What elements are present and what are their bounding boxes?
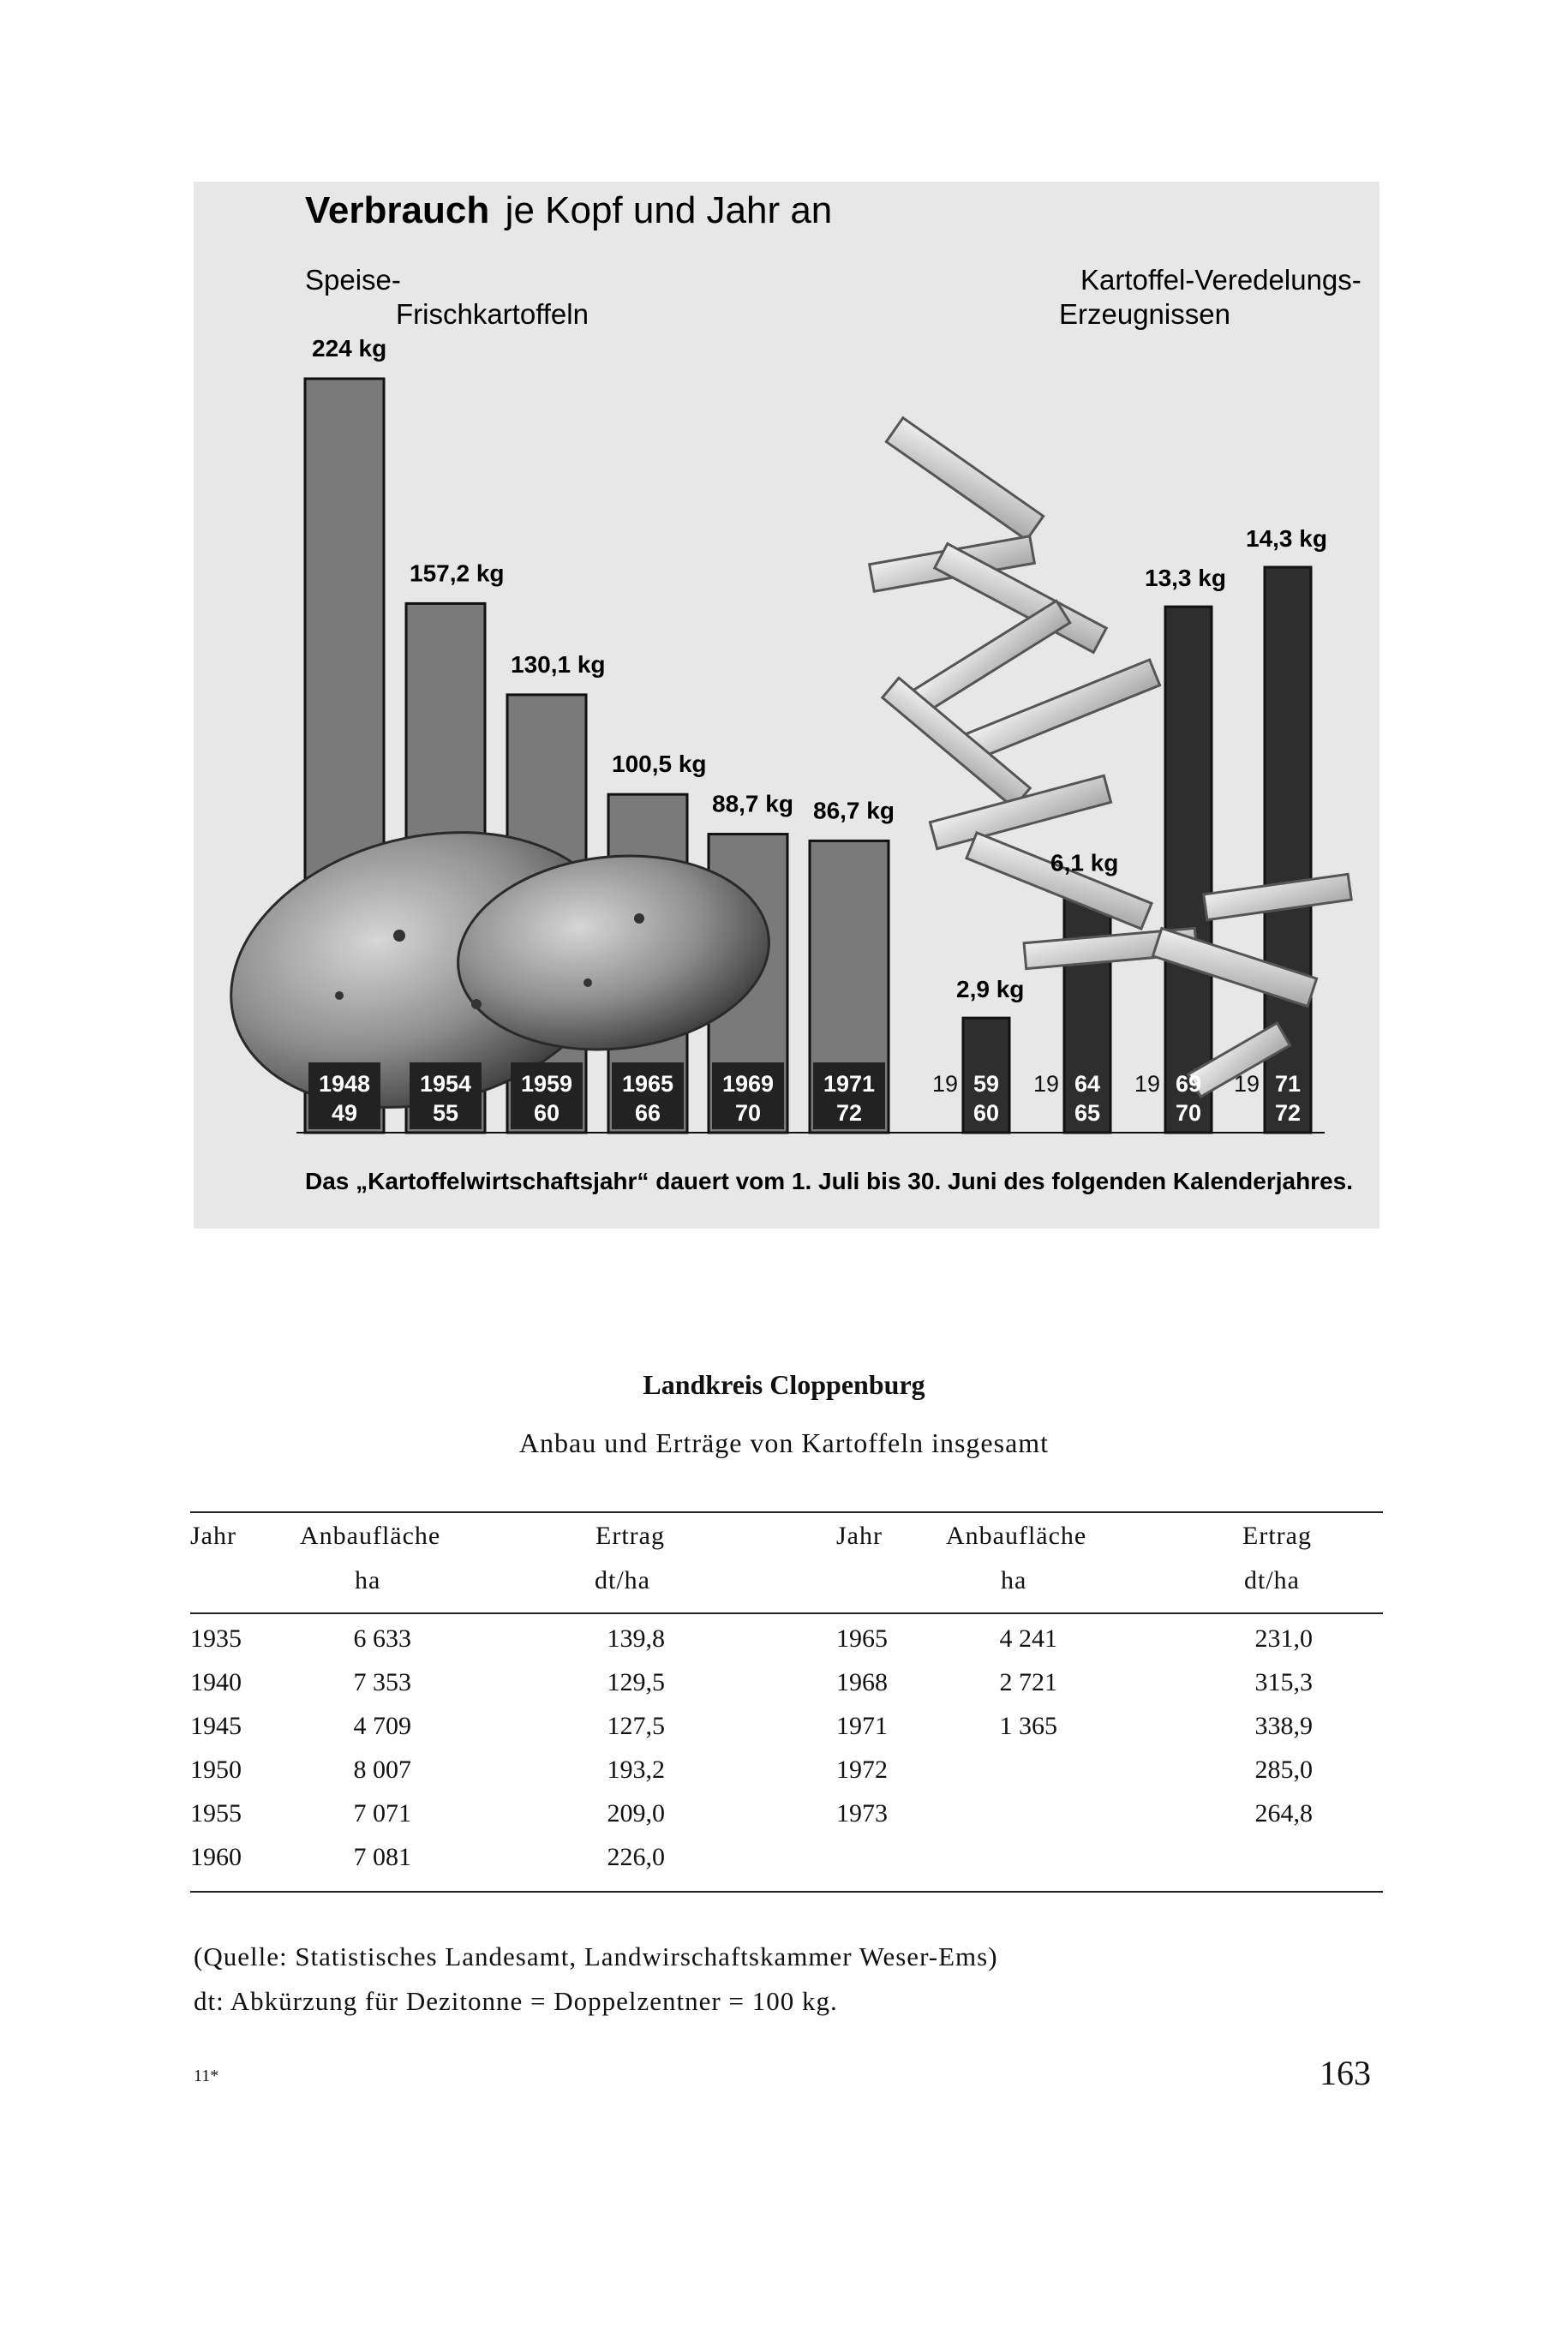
table-cell-yield-right: 338,9 xyxy=(1254,1712,1313,1740)
year-label-top-fresh-1959: 1959 xyxy=(520,1071,573,1097)
col-header-year-left: Jahr xyxy=(190,1522,236,1550)
chart-canvas xyxy=(194,182,1379,1229)
value-label-processed-71: 14,3 kg xyxy=(1246,525,1327,552)
sheet-mark: 11* xyxy=(194,2067,219,2085)
year-label-top-fresh-1971: 1971 xyxy=(823,1071,876,1097)
table-cell-year-left: 1950 xyxy=(190,1756,242,1784)
year-label-bottom-processed-71: 72 xyxy=(1274,1100,1302,1126)
year-label-top-fresh-1969: 1969 xyxy=(721,1071,775,1097)
series-1-name-line1: Speise- xyxy=(305,264,401,296)
table-cell-area-left: 7 081 xyxy=(353,1843,411,1871)
potato-illustration xyxy=(201,793,778,1146)
table-cell-area-left: 7 353 xyxy=(353,1668,411,1696)
table-cell-area-left: 4 709 xyxy=(353,1712,411,1740)
col-header-area-left: Anbaufläche xyxy=(300,1522,441,1550)
col-header-area-right: Anbaufläche xyxy=(946,1522,1087,1550)
table-cell-yield-left: 209,0 xyxy=(607,1799,665,1828)
table-cell-area-left: 6 633 xyxy=(353,1624,411,1653)
table-header-rule xyxy=(190,1612,1383,1614)
table-cell-year-right: 1972 xyxy=(836,1756,888,1784)
year-label-top-processed-69: 69 xyxy=(1175,1071,1202,1097)
year-label-top-fresh-1954: 1954 xyxy=(419,1071,472,1097)
year-label-bottom-fresh-1969: 70 xyxy=(734,1100,762,1126)
value-label-processed-69: 13,3 kg xyxy=(1145,565,1226,592)
col-unit-yield-left: dt/ha xyxy=(595,1566,650,1594)
value-label-fresh-1959: 130,1 kg xyxy=(511,650,606,678)
value-label-fresh-1948: 224 kg xyxy=(312,335,387,362)
table-cell-yield-left: 226,0 xyxy=(607,1843,665,1871)
value-label-processed-64: 6,1 kg xyxy=(1050,849,1119,876)
table-cell-area-right: 4 241 xyxy=(999,1624,1057,1653)
series-2-name-line1: Kartoffel-Veredelungs- xyxy=(1080,264,1362,296)
value-label-fresh-1965: 100,5 kg xyxy=(612,751,707,778)
series-1-name-line2: Frischkartoffeln xyxy=(396,298,589,330)
col-unit-area-right: ha xyxy=(1001,1566,1027,1594)
col-unit-yield-right: dt/ha xyxy=(1244,1566,1300,1594)
page-number: 163 xyxy=(1320,2054,1371,2092)
col-header-yield-left: Ertrag xyxy=(595,1522,665,1550)
value-label-fresh-1954: 157,2 kg xyxy=(410,559,505,587)
table-heading: Landkreis Cloppenburg xyxy=(643,1369,925,1400)
table-cell-yield-left: 139,8 xyxy=(607,1624,665,1653)
col-header-year-right: Jahr xyxy=(836,1522,883,1550)
chart-title-rest: je Kopf und Jahr an xyxy=(505,189,833,231)
year-label-bottom-fresh-1965: 66 xyxy=(634,1100,661,1126)
table-cell-year-left: 1940 xyxy=(190,1668,242,1696)
table-cell-yield-right: 264,8 xyxy=(1254,1799,1313,1828)
year-prefix-processed-59: 19 xyxy=(931,1071,958,1097)
year-label-bottom-processed-64: 65 xyxy=(1074,1100,1101,1126)
table-cell-year-left: 1945 xyxy=(190,1712,242,1740)
abbreviation-note: dt: Abkürzung für Dezitonne = Doppelzentner = 100 kg. xyxy=(194,1986,838,2016)
table-cell-area-right: 1 365 xyxy=(999,1712,1057,1740)
col-unit-area-left: ha xyxy=(355,1566,381,1594)
year-label-top-fresh-1948: 1948 xyxy=(318,1071,371,1097)
table-cell-yield-left: 127,5 xyxy=(607,1712,665,1740)
col-header-yield-right: Ertrag xyxy=(1242,1522,1312,1550)
table-subheading: Anbau und Erträge von Kartoffeln insgesamt xyxy=(518,1427,1050,1458)
year-label-bottom-fresh-1971: 72 xyxy=(835,1100,863,1126)
series-2-name-line2: Erzeugnissen xyxy=(1059,298,1230,330)
year-label-top-processed-59: 59 xyxy=(973,1071,1000,1097)
table-cell-year-right: 1973 xyxy=(836,1799,888,1828)
year-prefix-processed-69: 19 xyxy=(1134,1071,1160,1097)
year-label-top-processed-64: 64 xyxy=(1074,1071,1101,1097)
bar-processed-69 xyxy=(1165,607,1212,1133)
table-cell-yield-right: 315,3 xyxy=(1254,1668,1313,1696)
year-label-top-processed-71: 71 xyxy=(1274,1071,1302,1097)
table-bottom-rule xyxy=(190,1891,1383,1893)
table-cell-yield-left: 129,5 xyxy=(607,1668,665,1696)
year-label-bottom-processed-69: 70 xyxy=(1175,1100,1202,1126)
table-cell-yield-right: 231,0 xyxy=(1254,1624,1313,1653)
table-cell-year-right: 1971 xyxy=(836,1712,888,1740)
table-cell-year-left: 1935 xyxy=(190,1624,242,1653)
chart-footnote: Das „Kartoffelwirtschaftsjahr“ dauert vom 1. Juli bis 30. Juni des folgenden Kalenderjahres. xyxy=(305,1168,1354,1194)
table-cell-area-left: 7 071 xyxy=(353,1799,411,1828)
year-prefix-processed-64: 19 xyxy=(1032,1071,1059,1097)
value-label-fresh-1969: 88,7 kg xyxy=(712,790,793,817)
table-cell-year-right: 1968 xyxy=(836,1668,888,1696)
year-label-bottom-fresh-1959: 60 xyxy=(533,1100,560,1126)
table-top-rule xyxy=(190,1511,1383,1513)
year-prefix-processed-71: 19 xyxy=(1233,1071,1260,1097)
year-label-bottom-processed-59: 60 xyxy=(973,1100,1000,1126)
table-cell-year-left: 1960 xyxy=(190,1843,242,1871)
year-label-bottom-fresh-1954: 55 xyxy=(432,1100,459,1126)
table-cell-year-right: 1965 xyxy=(836,1624,888,1653)
table-cell-area-right: 2 721 xyxy=(999,1668,1057,1696)
value-label-fresh-1971: 86,7 kg xyxy=(813,797,895,824)
value-label-processed-59: 2,9 kg xyxy=(956,976,1025,1003)
year-label-top-fresh-1965: 1965 xyxy=(621,1071,674,1097)
consumption-chart xyxy=(194,182,1379,1229)
chart-title-bold: Verbrauch xyxy=(305,189,490,231)
source-note: (Quelle: Statistisches Landesamt, Landwirschaftskammer Weser-Ems) xyxy=(194,1941,998,1971)
table-cell-yield-right: 285,0 xyxy=(1254,1756,1313,1784)
chart-title xyxy=(305,189,832,231)
table-cell-area-left: 8 007 xyxy=(353,1756,411,1784)
table-cell-yield-left: 193,2 xyxy=(607,1756,665,1784)
table-cell-year-left: 1955 xyxy=(190,1799,242,1828)
year-label-bottom-fresh-1948: 49 xyxy=(331,1100,358,1126)
